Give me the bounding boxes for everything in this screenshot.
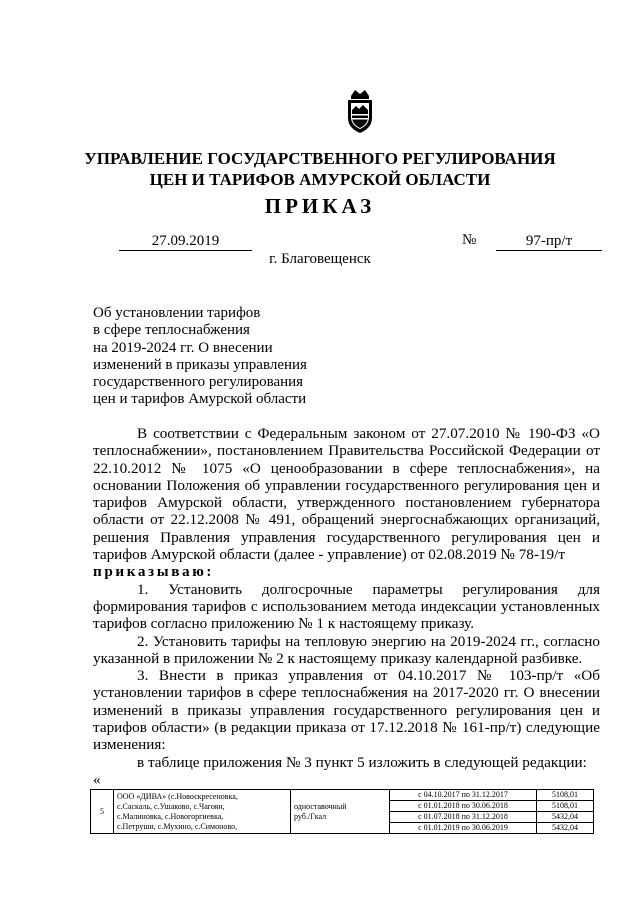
- subject-line: цен и тарифов Амурской области: [93, 391, 307, 408]
- value-cell: 5432,04: [537, 823, 594, 834]
- org-line: с.Саскаль, с.Ушаково, с.Чагоян,: [117, 801, 225, 811]
- value-cell: 5108,01: [537, 790, 594, 801]
- organization-cell: [114, 790, 291, 834]
- period-cell: с 01.01.2019 по 30.06.2019: [390, 823, 537, 834]
- period-cell: с 01.07.2018 по 31.12.2018: [390, 812, 537, 823]
- order-item-1: 1. Установить долгосрочные параметры регулирования для формирования тарифов с использованием метода индексации установленных тарифов согласно приложению № 1 к настоящему приказу.: [93, 580, 600, 633]
- org-line: с.Малиновка, с.Новогоргиевка,: [117, 811, 224, 821]
- subject-line: Об установлении тарифов: [93, 305, 261, 321]
- subject-block: [93, 305, 353, 409]
- document-date: 27.09.2019: [119, 232, 252, 251]
- coat-of-arms-icon: [345, 88, 375, 134]
- subject-line: государственного регулирования: [93, 374, 304, 391]
- document-number: 97-пр/т: [496, 232, 602, 251]
- order-word: приказываю:: [93, 563, 215, 581]
- subject-line: в сфере теплоснабжения: [93, 322, 250, 339]
- subject-line: изменений в приказы управления: [93, 356, 307, 373]
- city: г. Благовещенск: [269, 251, 371, 267]
- row-number: 5: [91, 790, 114, 834]
- document-body: [93, 425, 600, 788]
- table-row: [91, 790, 594, 801]
- order-item-3: 3. Внести в приказ управления от 04.10.2017 № 103-пр/т «Об установлении тарифов в сфере теплоснабжения на 2017-2020 гг. О внесении изменений в приказы управления государственного регулирования цен и тарифов области» (в редакции приказа от 17.12.2018 № 161-пр/т) следующие изменения:: [93, 667, 600, 754]
- tariff-unit: руб./Гкал: [294, 811, 327, 821]
- tariff-type-cell: [291, 790, 390, 834]
- preamble: В соответствии с Федеральным законом от 27.07.2010 № 190-ФЗ «О теплоснабжении», постановлением Правительства Российской Федерации от 22.10.2012 № 1075 «О ценообразовании в сфере теплоснабжения», на основании Положения об управлении государственного регулирования цен и тарифов Амурской области, утвержденного постановлением губернатора области от 22.12.2008 № 491, обращений энергоснабжающих организаций, решения Правления управления государственного регулирования цен и тарифов Амурской области (далее - управление) от 02.08.2019 № 78-19/т: [93, 425, 600, 564]
- value-cell: 5108,01: [537, 801, 594, 812]
- value-cell: 5432,04: [537, 812, 594, 823]
- quote-open: «: [93, 770, 101, 788]
- order-item-3-sub: в таблице приложения № 3 пункт 5 изложить в следующей редакции:: [137, 753, 587, 771]
- period-cell: с 04.10.2017 по 31.12.2017: [390, 790, 537, 801]
- document-title: ПРИКАЗ: [264, 194, 376, 218]
- org-name-line2: ЦЕН И ТАРИФОВ АМУРСКОЙ ОБЛАСТИ: [149, 170, 491, 189]
- number-sign: №: [462, 232, 477, 248]
- tariff-table: [90, 789, 594, 834]
- tariff-type: одноставочный: [294, 801, 347, 811]
- subject-line: на 2019-2024 гг. О внесении: [93, 339, 273, 356]
- org-name-line1: УПРАВЛЕНИЕ ГОСУДАРСТВЕННОГО РЕГУЛИРОВАНИЯ: [84, 149, 556, 168]
- order-item-2: 2. Установить тарифы на тепловую энергию на 2019-2024 гг., согласно указанной в приложении № 2 к настоящему приказу календарной разбивке.: [93, 632, 600, 667]
- org-line: ООО «ДИВА» (с.Новоскресеновка,: [117, 791, 238, 801]
- period-cell: с 01.01.2018 по 30.06.2018: [390, 801, 537, 812]
- org-line: с.Петруши, с.Мухино, с.Симоново,: [117, 821, 238, 831]
